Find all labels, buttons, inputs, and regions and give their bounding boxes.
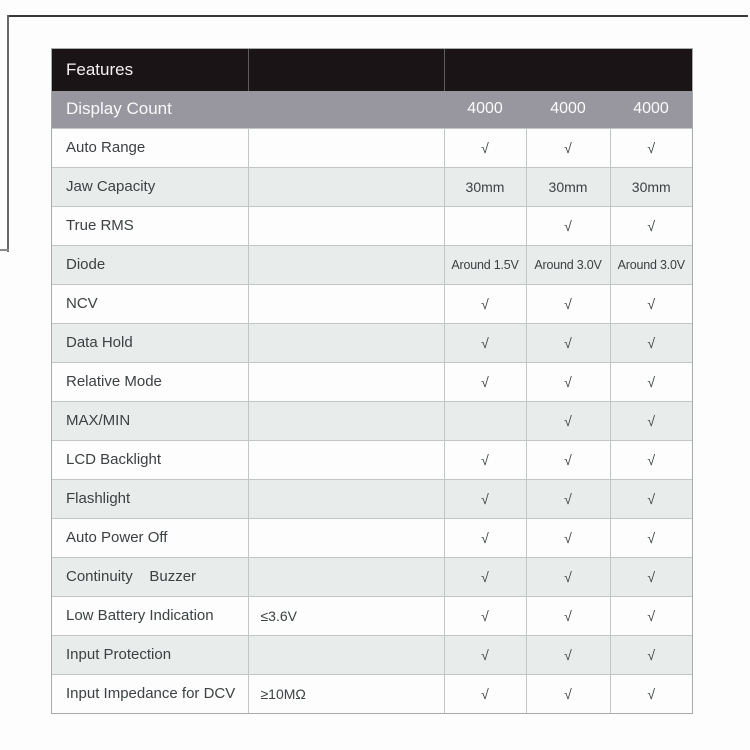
feature-value-cell: √ [526, 401, 610, 440]
feature-name-cell: Auto Power Off [52, 518, 248, 557]
feature-spec-cell [248, 635, 444, 674]
feature-value-cell: √ [610, 284, 692, 323]
feature-row-true-rms [52, 206, 692, 245]
feature-spec-cell [248, 440, 444, 479]
header-features-cell: Features [52, 49, 248, 91]
feature-value-cell: √ [610, 518, 692, 557]
feature-row-input-impedance-dcv [52, 674, 692, 713]
feature-value-cell: √ [526, 323, 610, 362]
feature-name-cell: Input Impedance for DCV [52, 674, 248, 713]
feature-value-cell: √ [444, 557, 526, 596]
feature-value-cell: √ [610, 440, 692, 479]
feature-value-cell: √ [444, 284, 526, 323]
feature-value-cell: √ [444, 596, 526, 635]
feature-value-cell: √ [526, 128, 610, 167]
feature-row-flashlight [52, 479, 692, 518]
display-count-value: 4000 [610, 91, 692, 128]
feature-value-cell: √ [610, 362, 692, 401]
feature-value-cell: √ [610, 635, 692, 674]
feature-value-cell: 30mm [610, 167, 692, 206]
feature-spec-cell [248, 245, 444, 284]
feature-value-cell: √ [444, 674, 526, 713]
feature-spec-cell [248, 518, 444, 557]
feature-spec-cell: ≤3.6V [248, 596, 444, 635]
feature-value-cell: √ [444, 479, 526, 518]
display-count-label: Display Count [52, 91, 444, 128]
feature-row-jaw-capacity [52, 167, 692, 206]
feature-name-cell: True RMS [52, 206, 248, 245]
feature-name-cell: Flashlight [52, 479, 248, 518]
feature-row-data-hold [52, 323, 692, 362]
feature-value-cell: √ [610, 206, 692, 245]
feature-row-low-battery-indication [52, 596, 692, 635]
feature-value-cell: 30mm [526, 167, 610, 206]
feature-value-cell: √ [444, 128, 526, 167]
feature-value-cell: √ [526, 206, 610, 245]
feature-value-cell: √ [610, 674, 692, 713]
feature-name-cell: Continuity Buzzer [52, 557, 248, 596]
feature-name-cell: Low Battery Indication [52, 596, 248, 635]
feature-value-cell: √ [444, 440, 526, 479]
feature-value-cell: √ [610, 128, 692, 167]
feature-row-auto-power-off [52, 518, 692, 557]
feature-row-lcd-backlight [52, 440, 692, 479]
frame-line-tick [0, 249, 9, 251]
feature-spec-cell [248, 479, 444, 518]
feature-spec-cell [248, 323, 444, 362]
feature-row-ncv [52, 284, 692, 323]
header-products-cell [444, 49, 692, 91]
feature-row-relative-mode [52, 362, 692, 401]
feature-spec-cell [248, 167, 444, 206]
feature-name-cell: Relative Mode [52, 362, 248, 401]
display-count-row [52, 91, 692, 128]
feature-spec-cell [248, 284, 444, 323]
frame-line-top [7, 15, 748, 17]
feature-value-cell: √ [526, 557, 610, 596]
header-spacer-cell [248, 49, 444, 91]
feature-row-continuity-buzzer [52, 557, 692, 596]
frame-line-left [7, 15, 9, 252]
feature-value-cell: √ [526, 362, 610, 401]
feature-value-cell: Around 3.0V [526, 245, 610, 284]
feature-spec-cell [248, 362, 444, 401]
feature-value-cell: √ [526, 674, 610, 713]
feature-value-cell: √ [610, 401, 692, 440]
feature-row-max-min [52, 401, 692, 440]
feature-value-cell: √ [444, 518, 526, 557]
display-count-value: 4000 [526, 91, 610, 128]
feature-value-cell: √ [444, 323, 526, 362]
features-comparison-table [51, 48, 693, 714]
feature-value-cell [444, 206, 526, 245]
feature-value-cell: √ [610, 479, 692, 518]
feature-name-cell: Jaw Capacity [52, 167, 248, 206]
feature-value-cell: Around 1.5V [444, 245, 526, 284]
header-row [52, 49, 692, 91]
feature-name-cell: Auto Range [52, 128, 248, 167]
feature-value-cell: √ [444, 362, 526, 401]
feature-value-cell: √ [526, 284, 610, 323]
feature-name-cell: Diode [52, 245, 248, 284]
feature-spec-cell [248, 128, 444, 167]
feature-spec-cell: ≥10MΩ [248, 674, 444, 713]
feature-spec-cell [248, 557, 444, 596]
feature-spec-cell [248, 401, 444, 440]
feature-value-cell: √ [526, 596, 610, 635]
feature-name-cell: LCD Backlight [52, 440, 248, 479]
display-count-value: 4000 [444, 91, 526, 128]
feature-row-auto-range [52, 128, 692, 167]
feature-value-cell: √ [526, 518, 610, 557]
feature-value-cell: √ [526, 479, 610, 518]
feature-value-cell: √ [526, 635, 610, 674]
feature-name-cell: Data Hold [52, 323, 248, 362]
feature-value-cell: Around 3.0V [610, 245, 692, 284]
feature-value-cell: 30mm [444, 167, 526, 206]
feature-value-cell: √ [610, 596, 692, 635]
feature-value-cell: √ [526, 440, 610, 479]
feature-value-cell: √ [610, 323, 692, 362]
feature-value-cell [444, 401, 526, 440]
feature-name-cell: MAX/MIN [52, 401, 248, 440]
feature-row-input-protection [52, 635, 692, 674]
feature-spec-cell [248, 206, 444, 245]
feature-name-cell: NCV [52, 284, 248, 323]
feature-name-cell: Input Protection [52, 635, 248, 674]
feature-row-diode [52, 245, 692, 284]
feature-value-cell: √ [444, 635, 526, 674]
feature-value-cell: √ [610, 557, 692, 596]
